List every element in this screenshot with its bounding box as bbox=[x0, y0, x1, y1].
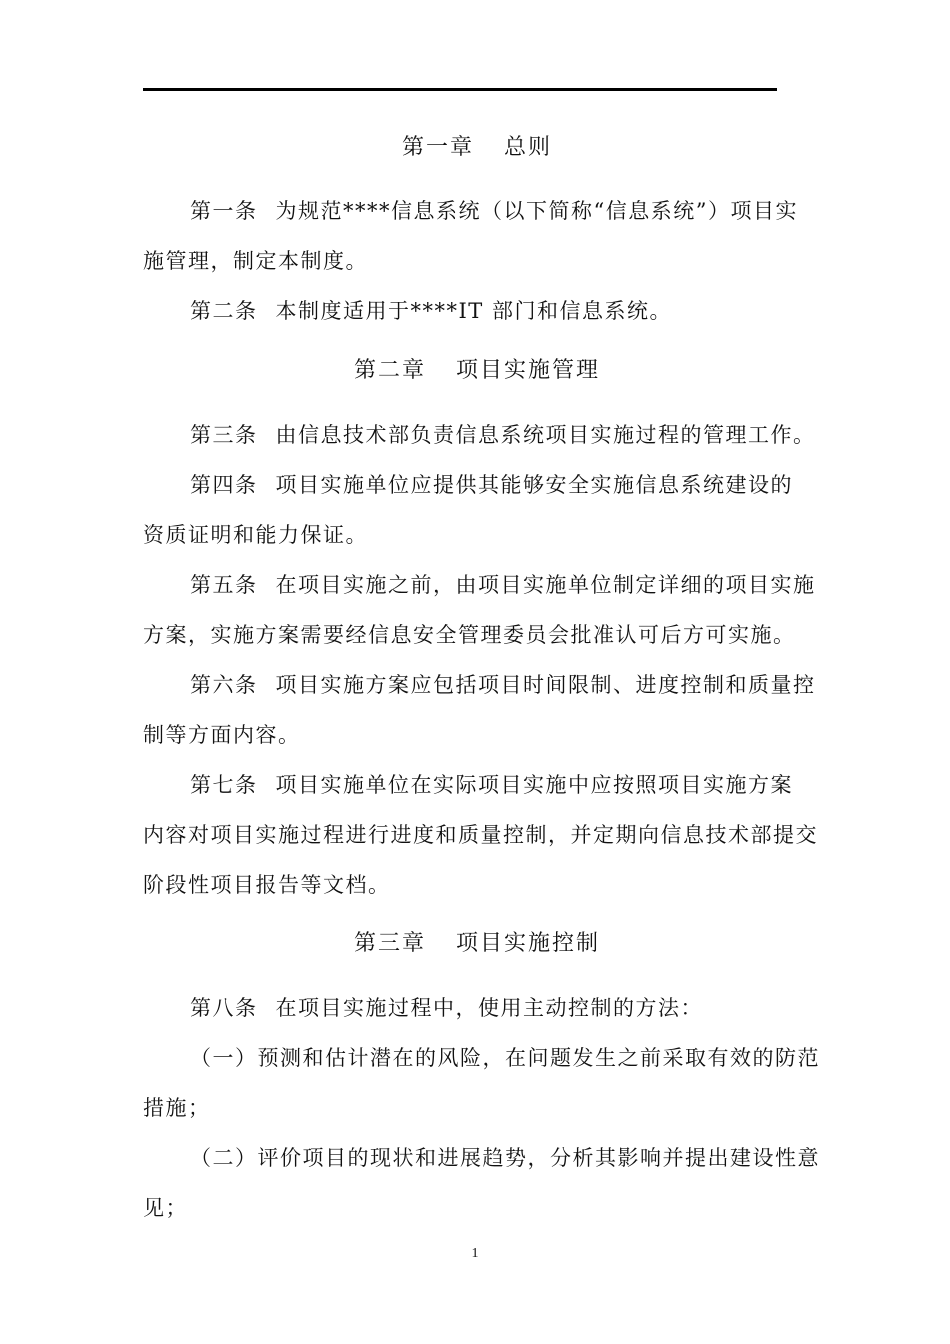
article-1-line-2: 施管理，制定本制度。 bbox=[143, 249, 368, 273]
article-4-line-1 bbox=[190, 470, 793, 500]
article-label: 第八条 bbox=[190, 996, 258, 1020]
article-label: 第三条 bbox=[190, 423, 258, 447]
article-text: 在项目实施过程中，使用主动控制的方法： bbox=[275, 996, 703, 1020]
article-5-line-2: 方案，实施方案需要经信息安全管理委员会批准认可后方可实施。 bbox=[143, 623, 796, 647]
chapter-heading bbox=[354, 356, 600, 386]
header-rule bbox=[143, 88, 777, 91]
item-text: 评价项目的现状和进展趋势，分析其影响并提出建设性意 bbox=[257, 1146, 820, 1170]
article-7-line-2: 内容对项目实施过程进行进度和质量控制，并定期向信息技术部提交 bbox=[143, 823, 818, 847]
chapter-title: 总则 bbox=[504, 135, 553, 160]
article-label: 第四条 bbox=[190, 473, 258, 497]
article-6-line-1 bbox=[190, 670, 816, 700]
item-label: （一） bbox=[190, 1046, 258, 1070]
article-2-line-1 bbox=[190, 296, 672, 326]
chapter-heading bbox=[402, 133, 552, 163]
article-7-line-3: 阶段性项目报告等文档。 bbox=[143, 873, 391, 897]
article-1-line-1 bbox=[190, 196, 798, 226]
item-1-line-1 bbox=[190, 1043, 820, 1073]
article-text: 项目实施单位应提供其能够安全实施信息系统建设的 bbox=[275, 473, 793, 497]
chapter-label: 第二章 bbox=[354, 358, 427, 383]
article-8-line-1 bbox=[190, 993, 703, 1023]
page-number: 1 bbox=[471, 1246, 479, 1261]
chapter-title: 项目实施控制 bbox=[456, 931, 601, 956]
chapter-label: 第一章 bbox=[402, 135, 475, 160]
article-text: 本制度适用于****IT 部门和信息系统。 bbox=[275, 299, 672, 323]
item-1-line-2: 措施； bbox=[143, 1096, 211, 1120]
article-label: 第七条 bbox=[190, 773, 258, 797]
article-label: 第二条 bbox=[190, 299, 258, 323]
article-text: 由信息技术部负责信息系统项目实施过程的管理工作。 bbox=[275, 423, 816, 447]
article-label: 第六条 bbox=[190, 673, 258, 697]
article-3-line-1 bbox=[190, 420, 816, 450]
chapter-title: 项目实施管理 bbox=[456, 358, 601, 383]
chapter-heading bbox=[354, 929, 600, 959]
article-text: 为规范****信息系统（以下简称“信息系统”）项目实 bbox=[275, 199, 798, 223]
chapter-label: 第三章 bbox=[354, 931, 427, 956]
article-text: 项目实施单位在实际项目实施中应按照项目实施方案 bbox=[275, 773, 793, 797]
article-6-line-2: 制等方面内容。 bbox=[143, 723, 301, 747]
item-label: （二） bbox=[190, 1146, 258, 1170]
article-label: 第一条 bbox=[190, 199, 258, 223]
article-text: 在项目实施之前，由项目实施单位制定详细的项目实施 bbox=[275, 573, 816, 597]
item-text: 预测和估计潜在的风险，在问题发生之前采取有效的防范 bbox=[257, 1046, 820, 1070]
article-4-line-2: 资质证明和能力保证。 bbox=[143, 523, 368, 547]
item-2-line-2: 见； bbox=[143, 1196, 188, 1220]
article-7-line-1 bbox=[190, 770, 793, 800]
article-text: 项目实施方案应包括项目时间限制、进度控制和质量控 bbox=[275, 673, 816, 697]
item-2-line-1 bbox=[190, 1143, 820, 1173]
article-5-line-1 bbox=[190, 570, 816, 600]
article-label: 第五条 bbox=[190, 573, 258, 597]
